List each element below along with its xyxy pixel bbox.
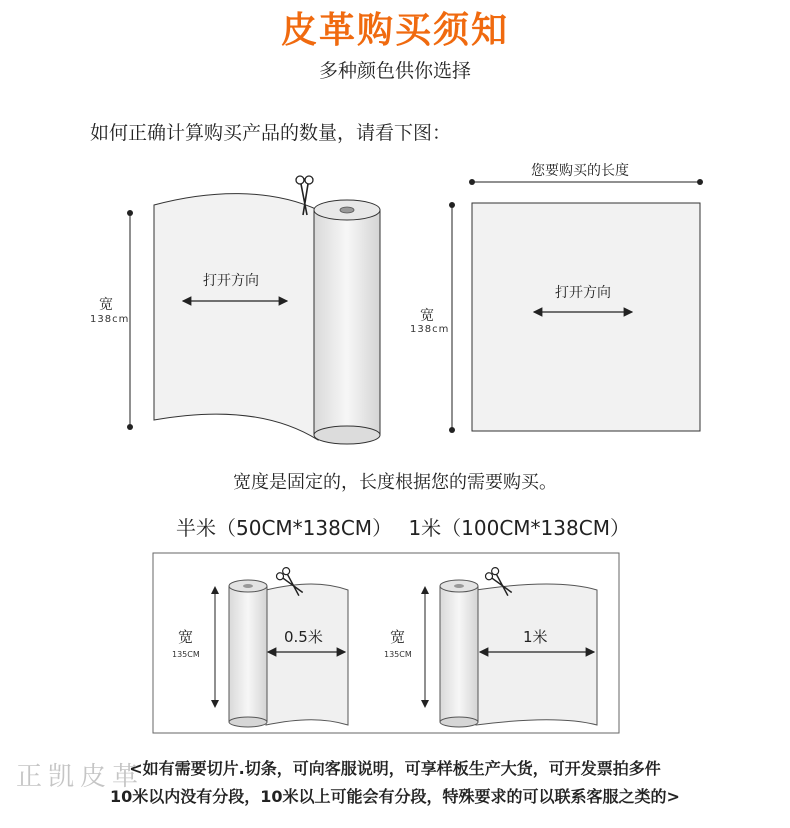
roll-diagram — [127, 176, 380, 444]
half-width-label: 宽 — [178, 628, 194, 646]
sheet-diagram — [449, 179, 703, 433]
fixed-width-note: 宽度是固定的，长度根据您的需要购买。 — [233, 472, 557, 493]
half-meter-example — [215, 566, 348, 727]
size-one-meter: 1米（100CM*138CM） — [408, 516, 630, 540]
one-length-label: 1米 — [523, 628, 548, 646]
intro-text: 如何正确计算购买产品的数量，请看下图： — [90, 122, 452, 144]
sheet-width-label: 宽 — [420, 308, 434, 324]
one-meter-example — [425, 566, 597, 727]
watermark: 正凯皮革 — [16, 762, 145, 792]
sheet-width-value: 138cm — [410, 324, 450, 335]
size-options — [176, 512, 640, 541]
sheet-length-label: 您要购买的长度 — [531, 163, 629, 179]
page-title: 皮革购买须知 — [280, 10, 509, 51]
half-width-value: 135CM — [172, 650, 200, 659]
footer-line-1: <如有需要切片.切条，可向客服说明，可享样板生产大货，可开发票拍多件 — [129, 759, 661, 778]
page-subtitle: 多种颜色供你选择 — [318, 60, 471, 82]
footer-line-2: 10米以内没有分段，10米以上可能会有分段，特殊要求的可以联系客服之类的> — [110, 787, 680, 806]
half-length-label: 0.5米 — [284, 628, 323, 646]
roll-width-value: 138cm — [90, 314, 130, 325]
one-width-label: 宽 — [390, 628, 406, 646]
size-half-meter: 半米（50CM*138CM） — [176, 516, 393, 540]
roll-width-label: 宽 — [99, 297, 113, 313]
one-width-value: 135CM — [384, 650, 412, 659]
sheet-direction-label: 打开方向 — [555, 285, 611, 301]
roll-direction-label: 打开方向 — [203, 273, 259, 289]
